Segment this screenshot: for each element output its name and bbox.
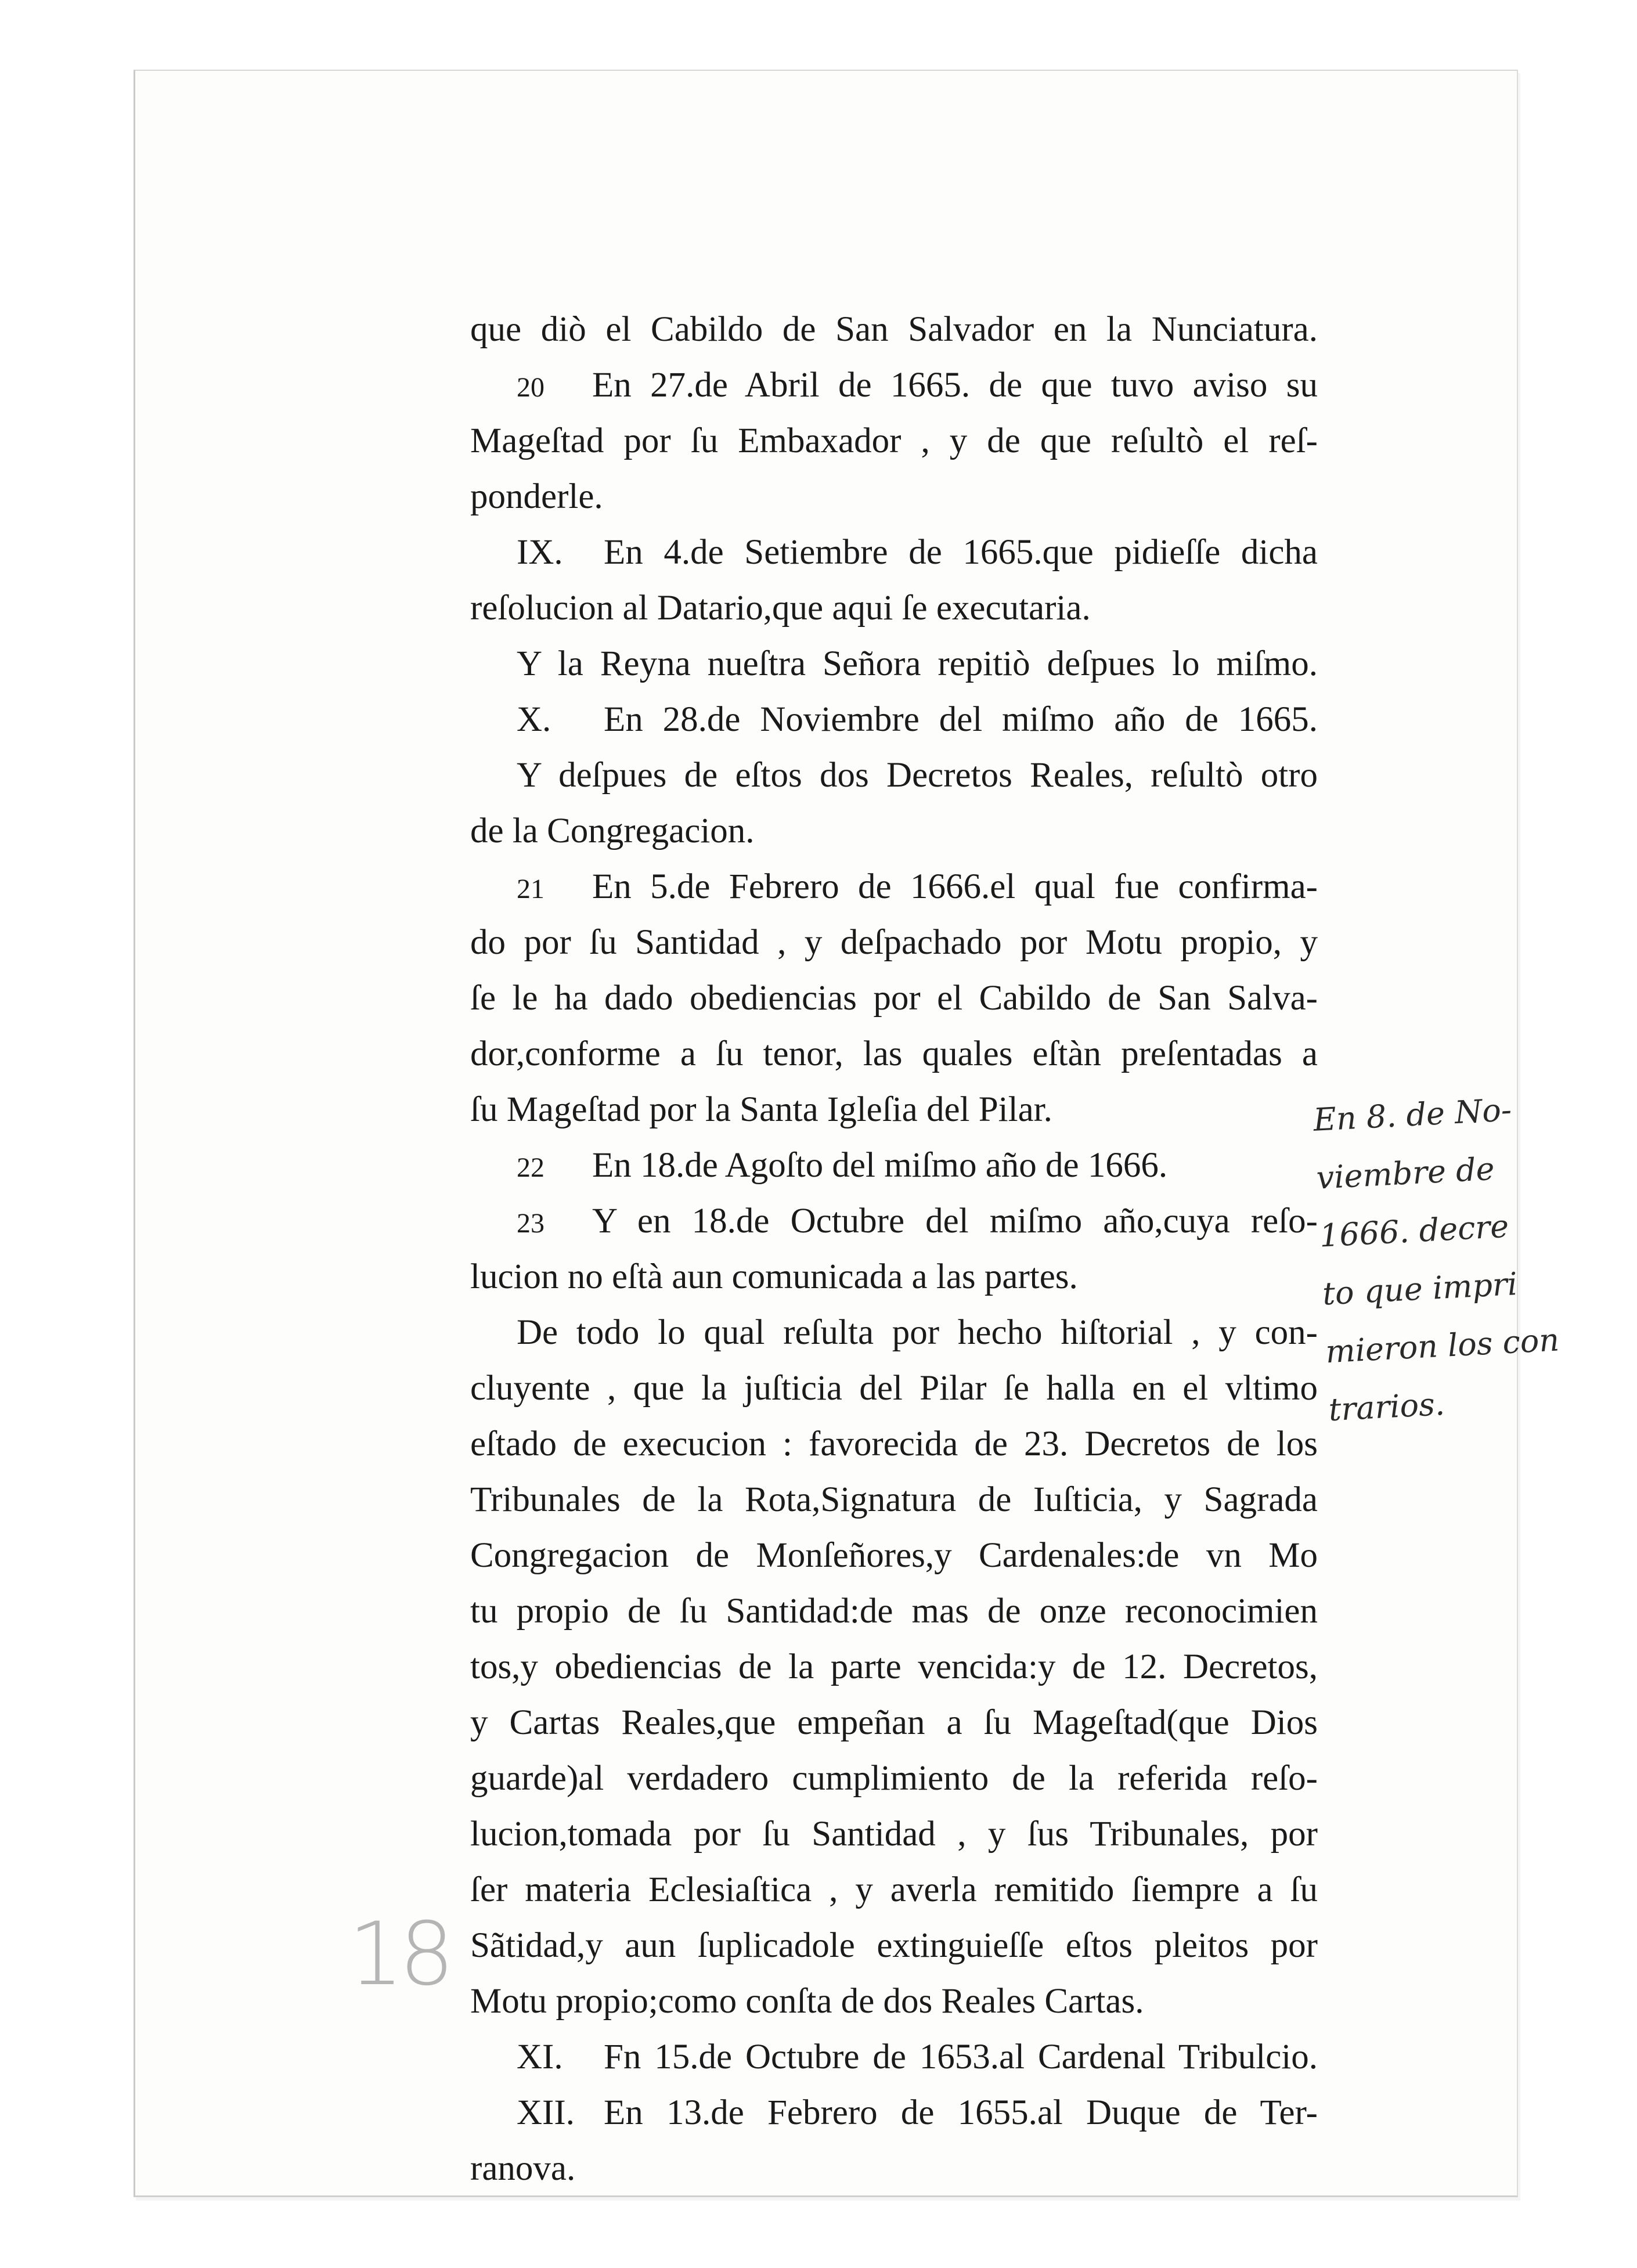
line-text: guarde)al verdadero cumplimiento de la referida reſo-: [470, 1759, 1318, 1798]
margin-note-line: to que impri: [1321, 1265, 1519, 1313]
line-text: tos,y obediencias de la parte vencida:y de 12. Decretos,: [470, 1647, 1318, 1686]
line-text: tu propio de ſu Santidad:de mas de onze reconocimien: [470, 1592, 1318, 1631]
line-text: de la Congregacion.: [470, 812, 755, 850]
text-line: [470, 1249, 1318, 1305]
text-line: [470, 1138, 1318, 1194]
text-line: [470, 1361, 1318, 1416]
text-line: [470, 748, 1318, 803]
paragraph-number: XII.: [517, 2093, 575, 2132]
text-line: [470, 2085, 1318, 2141]
paragraph-number: 23: [517, 1208, 545, 1239]
margin-note-line: trarios.: [1328, 1385, 1446, 1429]
line-text: ſer materia Eclesiaſtica , y averla remitido ſiempre a ſu: [470, 1870, 1318, 1909]
paragraph-number: 22: [517, 1152, 545, 1183]
line-text: cluyente , que la juſticia del Pilar ſe halla en el vltimo: [470, 1369, 1318, 1408]
text-line: [470, 302, 1318, 358]
line-text: Fn 15.de Octubre de 1653.al Cardenal Tribulcio.: [604, 2038, 1318, 2076]
line-text: Tribunales de la Rota,Signatura de Iuſticia, y Sagrada: [470, 1480, 1318, 1519]
text-line: [470, 1751, 1318, 1807]
line-text: lucion no eſtà aun comunicada a las partes.: [470, 1257, 1078, 1296]
paragraph-number: X.: [517, 700, 551, 739]
text-line: [470, 358, 1318, 413]
text-line: [470, 1974, 1318, 2029]
text-line: [470, 636, 1318, 692]
line-text: Sãtidad,y aun ſuplicadole extinguieſſe eſtos pleitos por: [470, 1926, 1318, 1965]
text-line: [470, 2029, 1318, 2085]
line-text: dor,conforme a ſu tenor, las quales eſtàn preſentadas a: [470, 1034, 1318, 1073]
printed-text-block: [470, 302, 1318, 2197]
line-text: Y en 18.de Octubre del miſmo año,cuya reſo-: [592, 1202, 1318, 1241]
line-text: ſu Mageſtad por la Santa Igleſia del Pilar.: [470, 1090, 1052, 1129]
line-text: Congregacion de Monſeñores,y Cardenales:de vn Mo: [470, 1536, 1318, 1575]
line-text: reſolucion al Datario,que aqui ſe executaria.: [470, 589, 1091, 628]
paragraph-number: 21: [517, 874, 545, 904]
line-text: que diò el Cabildo de San Salvador en la Nunciatura.: [470, 310, 1318, 349]
margin-note-line: 1666. decre: [1318, 1207, 1510, 1254]
line-text: Y deſpues de eſtos dos Decretos Reales, reſultò otro: [517, 756, 1318, 795]
handwritten-margin-note: [1312, 1080, 1560, 1439]
text-line: [470, 1305, 1318, 1361]
text-line: [470, 692, 1318, 748]
text-line: [470, 1695, 1318, 1751]
line-text: ſe le ha dado obediencias por el Cabildo de San Salva-: [470, 979, 1318, 1018]
line-text: Mageſtad por ſu Embaxador , y de que reſultò el reſ-: [470, 421, 1318, 460]
paragraph-number: 20: [517, 372, 545, 403]
line-text: En 4.de Setiembre de 1665.que pidieſſe dicha: [604, 533, 1318, 572]
text-line: [470, 1862, 1318, 1918]
margin-note-line: En 8. de No-: [1312, 1091, 1513, 1138]
line-text: ranova.: [470, 2149, 576, 2188]
text-line: [470, 1584, 1318, 1639]
text-line: [470, 803, 1318, 859]
text-line: [470, 1528, 1318, 1584]
line-text: En 27.de Abril de 1665. de que tuvo aviso su: [592, 366, 1318, 405]
text-line: [470, 525, 1318, 580]
text-line: [470, 915, 1318, 971]
line-text: lucion,tomada por ſu Santidad , y ſus Tribunales, por: [470, 1815, 1318, 1854]
line-text: En 18.de Agoſto del miſmo año de 1666.: [592, 1146, 1168, 1185]
text-line: [470, 971, 1318, 1026]
line-text: De todo lo qual reſulta por hecho hiſtorial , y con-: [517, 1313, 1318, 1352]
pencil-page-number: 18: [348, 1904, 450, 2005]
line-text: En 13.de Febrero de 1655.al Duque de Ter-: [604, 2093, 1318, 2132]
text-line: [470, 413, 1318, 469]
text-line: [470, 1026, 1318, 1082]
text-line: [470, 580, 1318, 636]
text-line: [470, 469, 1318, 525]
paragraph-number: IX.: [517, 533, 563, 572]
line-text: y Cartas Reales,que empeñan a ſu Mageſtad(que Dios: [470, 1703, 1318, 1742]
line-text: eſtado de execucion : favorecida de 23. Decretos de los: [470, 1425, 1318, 1463]
line-text: En 28.de Noviembre del miſmo año de 1665.: [604, 700, 1318, 739]
line-text: Motu propio;como conſta de dos Reales Cartas.: [470, 1982, 1144, 2021]
text-line: [470, 1639, 1318, 1695]
text-line: [470, 1416, 1318, 1472]
paragraph-number: XI.: [517, 2038, 563, 2076]
text-line: [470, 1472, 1318, 1528]
text-line: [470, 2141, 1318, 2197]
line-text: Y la Reyna nueſtra Señora repitiò deſpues lo miſmo.: [517, 644, 1318, 683]
line-text: do por ſu Santidad , y deſpachado por Motu propio, y: [470, 923, 1318, 962]
margin-note-line: viembre de: [1315, 1150, 1496, 1196]
margin-note-line: mieron los con: [1324, 1321, 1560, 1371]
line-text: En 5.de Febrero de 1666.el qual fue confirma-: [592, 867, 1318, 906]
text-line: [470, 1918, 1318, 1974]
text-line: [470, 1082, 1318, 1138]
text-line: [470, 1807, 1318, 1862]
text-line: [470, 1194, 1318, 1249]
line-text: ponderle.: [470, 477, 603, 516]
text-line: [470, 859, 1318, 915]
